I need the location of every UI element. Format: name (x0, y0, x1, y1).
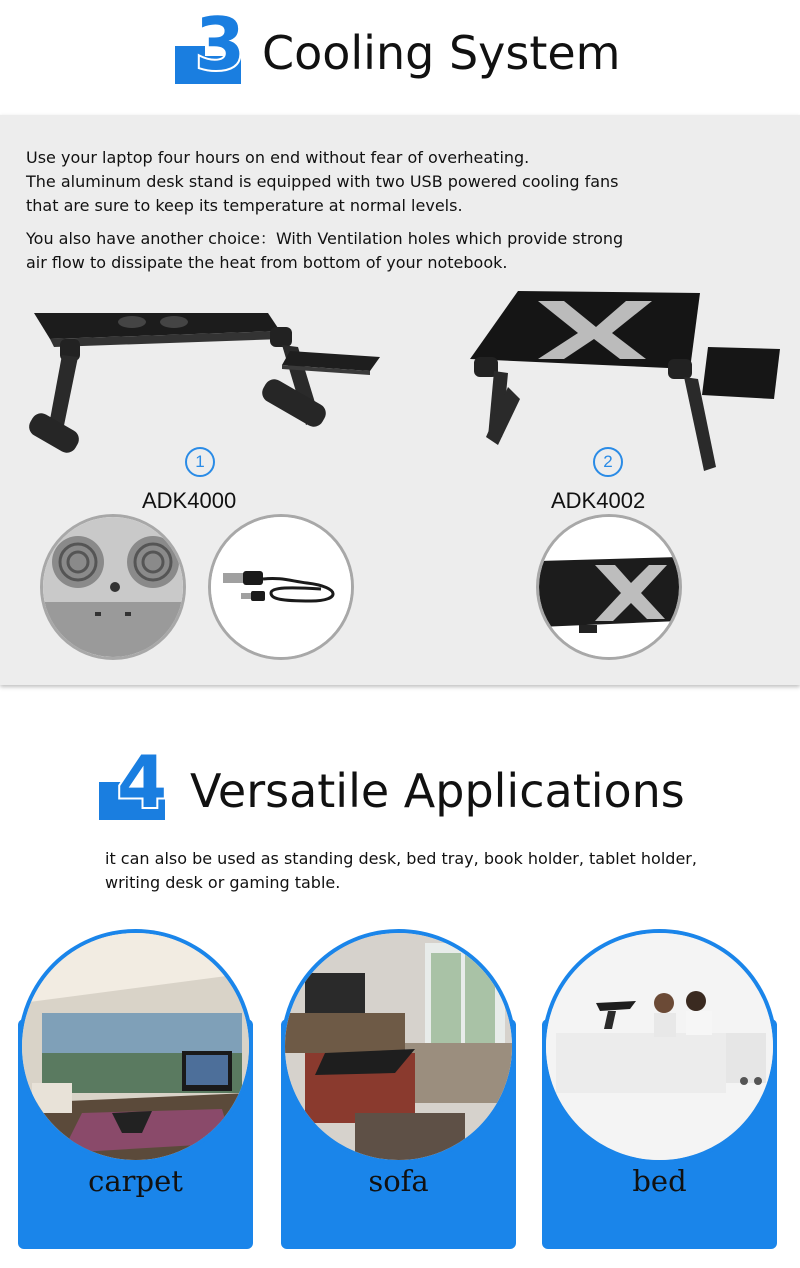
vent-closeup-image (536, 514, 682, 660)
card-photo-frame (542, 929, 777, 1164)
section-4-title: Versatile Applications (190, 764, 685, 818)
section-4-number-badge (99, 740, 169, 824)
cooling-description (26, 146, 766, 218)
card-caption: bed (632, 1164, 687, 1198)
desc-line: The aluminum desk stand is equipped with two USB powered cooling fans (26, 172, 619, 191)
section-3-number: 3 (195, 2, 246, 86)
model-2-name: ADK4002 (551, 488, 646, 513)
fan-closeup-image (40, 514, 186, 660)
app-card-carpet (18, 929, 253, 1249)
desc-line: air flow to dissipate the heat from bottom of your notebook. (26, 253, 508, 272)
ventilation-description (26, 227, 786, 275)
cooling-panel (0, 115, 800, 685)
card-photo-frame (281, 929, 516, 1164)
sofa-room-photo (285, 933, 512, 1160)
living-room-photo (22, 933, 249, 1160)
applications-description (105, 847, 765, 895)
bedroom-photo (546, 933, 773, 1160)
app-card-sofa (281, 929, 516, 1249)
card-photo-frame (18, 929, 253, 1164)
desc-line: that are sure to keep its temperature at normal levels. (26, 196, 463, 215)
model-1-marker: 1 (185, 447, 215, 477)
desc-line: writing desk or gaming table. (105, 873, 341, 892)
desc-line: You also have another choice：With Ventilation holes which provide strong (26, 229, 624, 248)
card-caption: sofa (368, 1164, 429, 1198)
section-4-number: 4 (117, 740, 168, 824)
model-1-name: ADK4000 (142, 488, 237, 513)
desc-line: it can also be used as standing desk, bed tray, book holder, tablet holder, (105, 849, 697, 868)
adk4002-stand-image (468, 287, 788, 497)
section-3-number-badge (175, 2, 246, 86)
section-3-title: Cooling System (262, 26, 621, 80)
model-2-marker: 2 (593, 447, 623, 477)
app-card-bed (542, 929, 777, 1249)
usb-cable-image (208, 514, 354, 660)
desc-line: Use your laptop four hours on end without fear of overheating. (26, 148, 530, 167)
card-caption: carpet (88, 1164, 183, 1198)
